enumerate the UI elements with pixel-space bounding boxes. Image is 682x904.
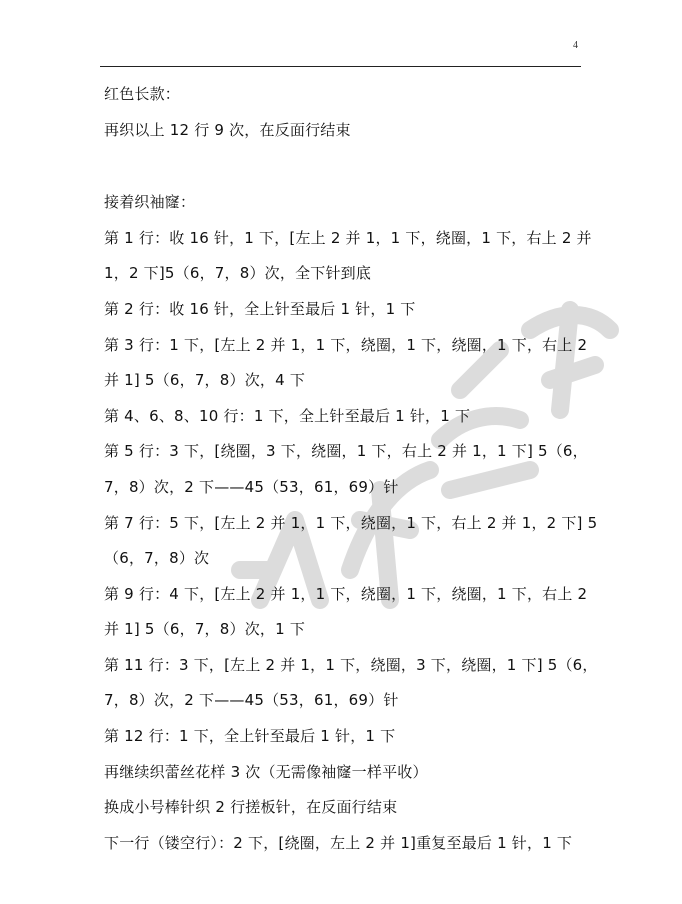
text-line: 换成小号棒针织 2 行搓板针，在反面行结束	[104, 798, 398, 816]
text-line: 并 1] 5（6，7，8）次，1 下	[104, 620, 306, 638]
text-line: 第 9 行：4 下，[左上 2 并 1，1 下，绕圈，1 下，绕圈，1 下，右上 2	[104, 585, 588, 603]
text-line: 再织以上 12 行 9 次，在反面行结束	[104, 121, 351, 139]
text-line: 第 3 行：1 下，[左上 2 并 1，1 下，绕圈，1 下，绕圈，1 下，右上 2	[104, 336, 588, 354]
text-line: 7，8）次，2 下——45（53，61，69）针	[104, 478, 399, 496]
text-line: 第 2 行：收 16 针，全上针至最后 1 针，1 下	[104, 300, 416, 318]
text-line: （6，7，8）次	[104, 549, 210, 567]
text-line: 并 1] 5（6，7，8）次，4 下	[104, 371, 306, 389]
text-line: 下一行（镂空行）：2 下，[绕圈，左上 2 并 1]重复至最后 1 针，1 下	[104, 834, 573, 852]
text-line: 第 1 行：收 16 针，1 下，[左上 2 并 1，1 下，绕圈，1 下，右上 2 并	[104, 229, 592, 247]
text-line: 1，2 下]5（6，7，8）次，全下针到底	[104, 264, 372, 282]
text-line: 第 7 行：5 下，[左上 2 并 1，1 下，绕圈，1 下，右上 2 并 1，2 下] 5	[104, 514, 598, 532]
section-heading-red-long: 红色长款：	[104, 85, 181, 103]
page-number: 4	[573, 40, 578, 51]
text-line: 第 12 行：1 下，全上针至最后 1 针，1 下	[104, 727, 396, 745]
text-line: 7，8）次，2 下——45（53，61，69）针	[104, 691, 399, 709]
watermark-logo	[200, 270, 620, 670]
text-line: 第 11 行：3 下，[左上 2 并 1，1 下，绕圈，3 下，绕圈，1 下] 5（6，	[104, 656, 598, 674]
header-rule	[100, 66, 581, 67]
text-line: 第 5 行：3 下，[绕圈，3 下，绕圈，1 下，右上 2 并 1，1 下] 5（6，	[104, 442, 588, 460]
section-heading-armhole: 接着织袖窿：	[104, 193, 196, 211]
text-line: 第 4、6、8、10 行：1 下，全上针至最后 1 针，1 下	[104, 407, 471, 425]
text-line: 再继续织蕾丝花样 3 次（无需像袖窿一样平收）	[104, 763, 428, 781]
